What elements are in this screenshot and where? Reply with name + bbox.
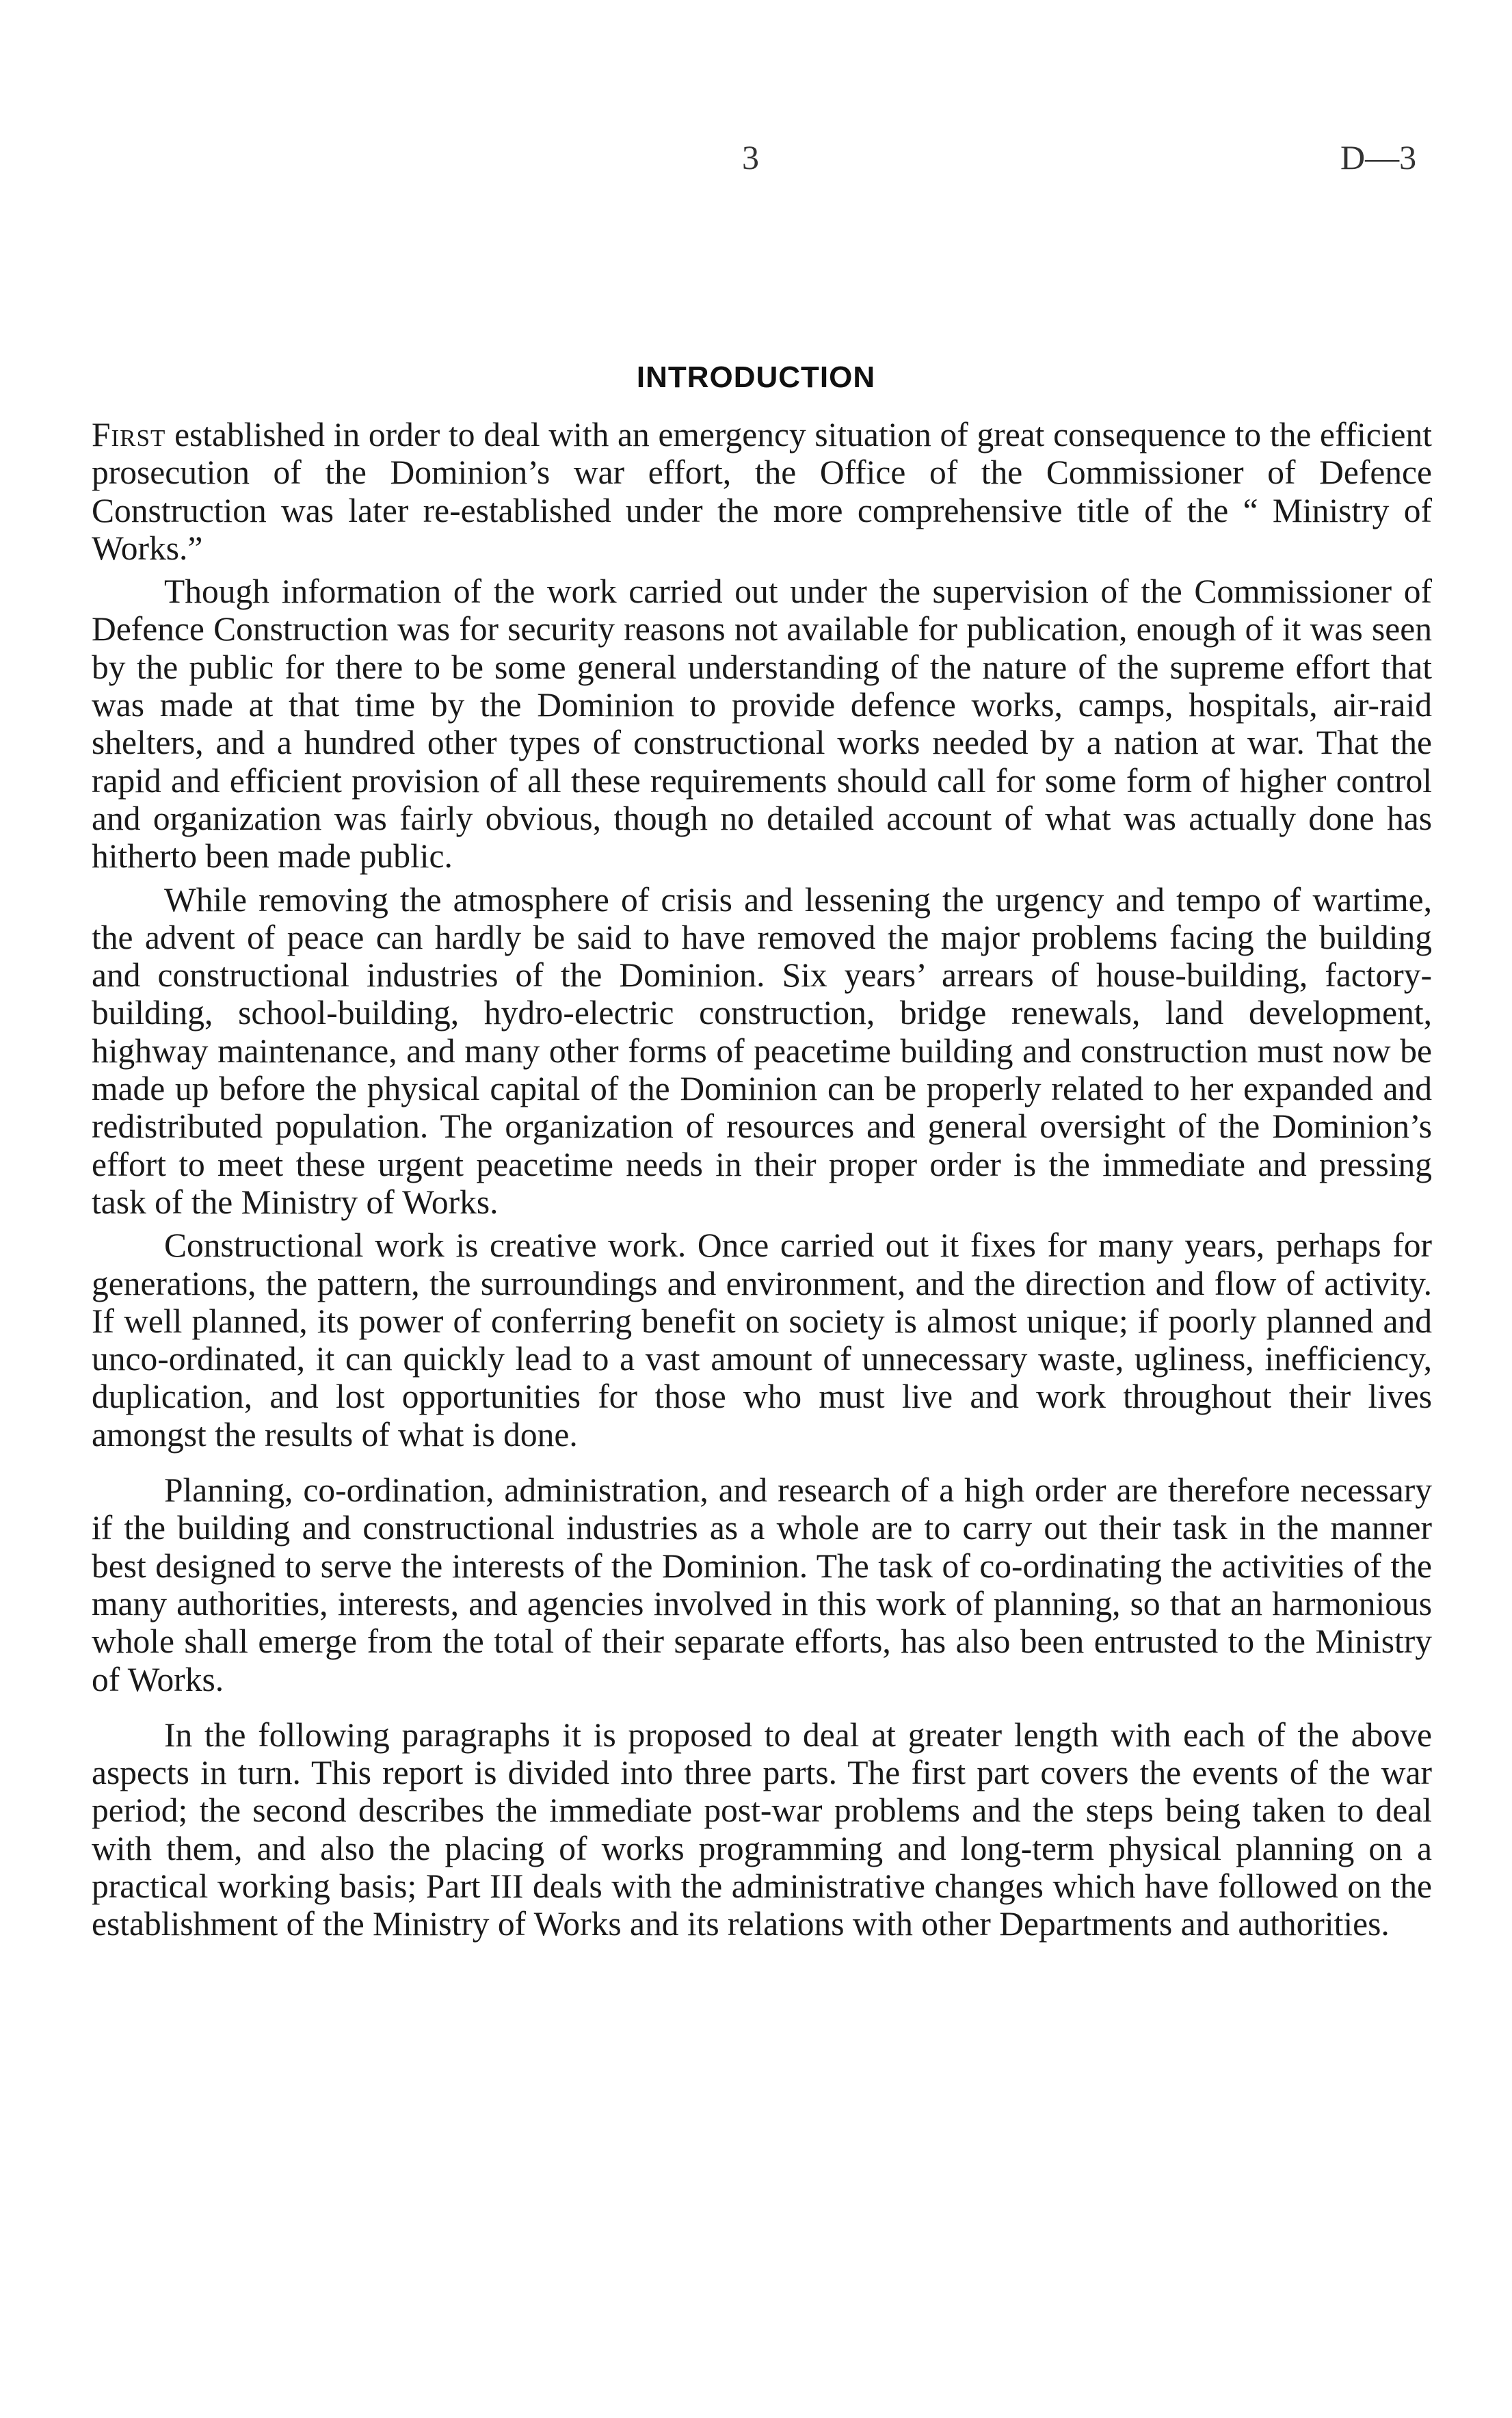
document-code: D—3 (1340, 138, 1417, 176)
section-title: INTRODUCTION (636, 360, 876, 394)
page-header (0, 133, 1512, 181)
page-number: 3 (742, 138, 759, 176)
paragraph-1-text: established in order to deal with an emergency situation of great consequence to the efficient prosecution of the Dominion’s war effort, the Office of the Commissioner of Defence Construction was later re-established under the more comprehensive title of the “ Ministry of Works.” (92, 416, 1432, 567)
paragraph-3: While removing the atmosphere of crisis and lessening the urgency and tempo of wartime, the advent of peace can hardly be said to have removed the major problems facing the building and constructional industries of the Dominion. Six years’ arrears of house-building, factory-building, school-building, hydro-electric construction, bridge renewals, land development, highway maintenance, and many other forms of peacetime building and construction must now be made up before the physical capital of the Dominion can be properly related to her expanded and redistributed population. The organization of resources and general oversight of the Dominion’s effort to meet these urgent peacetime needs in their proper order is the immediate and pressing task of the Ministry of Works. (92, 880, 1432, 1221)
paragraph-4: Constructional work is creative work. Once carried out it fixes for many years, perhaps for generations, the pattern, the surroundings and environment, and the direction and flow of activity. If well planned, its power of conferring benefit on society is almost unique; if poorly planned and unco-ordinated, it can quickly lead to a vast amount of unnecessary waste, ugliness, inefficiency, duplication, and lost opportunities for those who must live and work throughout their lives amongst the results of what is done. (92, 1226, 1432, 1454)
paragraph-6: In the following paragraphs it is proposed to deal at greater length with each of the above aspects in turn. This report is divided into three parts. The first part covers the events of the war period; the second describes the immediate post-war problems and the steps being taken to deal with them, and also the placing of works programming and long-term physical planning on a practical working basis; Part III deals with the administrative changes which have followed on the establishment of the Ministry of Works and its relations with other Departments and authorities. (92, 1716, 1432, 1943)
paragraph-1 (92, 416, 1432, 567)
paragraph-2: Though information of the work carried out under the supervision of the Commissioner of Defence Construction was for security reasons not available for publication, enough of it was seen by the public for there to be some general understanding of the nature of the supreme effort that was made at that time by the Dominion to provide defence works, camps, hospitals, air-raid shelters, and a hundred other types of constructional works needed by a nation at war. That the rapid and efficient provision of all these requirements should call for some form of higher control and organization was fairly obvious, though no detailed account of what was actually done has hitherto been made public. (92, 573, 1432, 876)
body-text (92, 416, 1432, 1949)
lead-word: First (92, 416, 166, 454)
paragraph-5: Planning, co-ordination, administration, and research of a high order are therefore necessary if the building and constructional industries as a whole are to carry out their task in the manner best designed to serve the interests of the Dominion. The task of co-ordinating the activities of the many authorities, interests, and agencies involved in this work of planning, so that an harmonious whole shall emerge from the total of their separate efforts, has also been entrusted to the Ministry of Works. (92, 1471, 1432, 1698)
